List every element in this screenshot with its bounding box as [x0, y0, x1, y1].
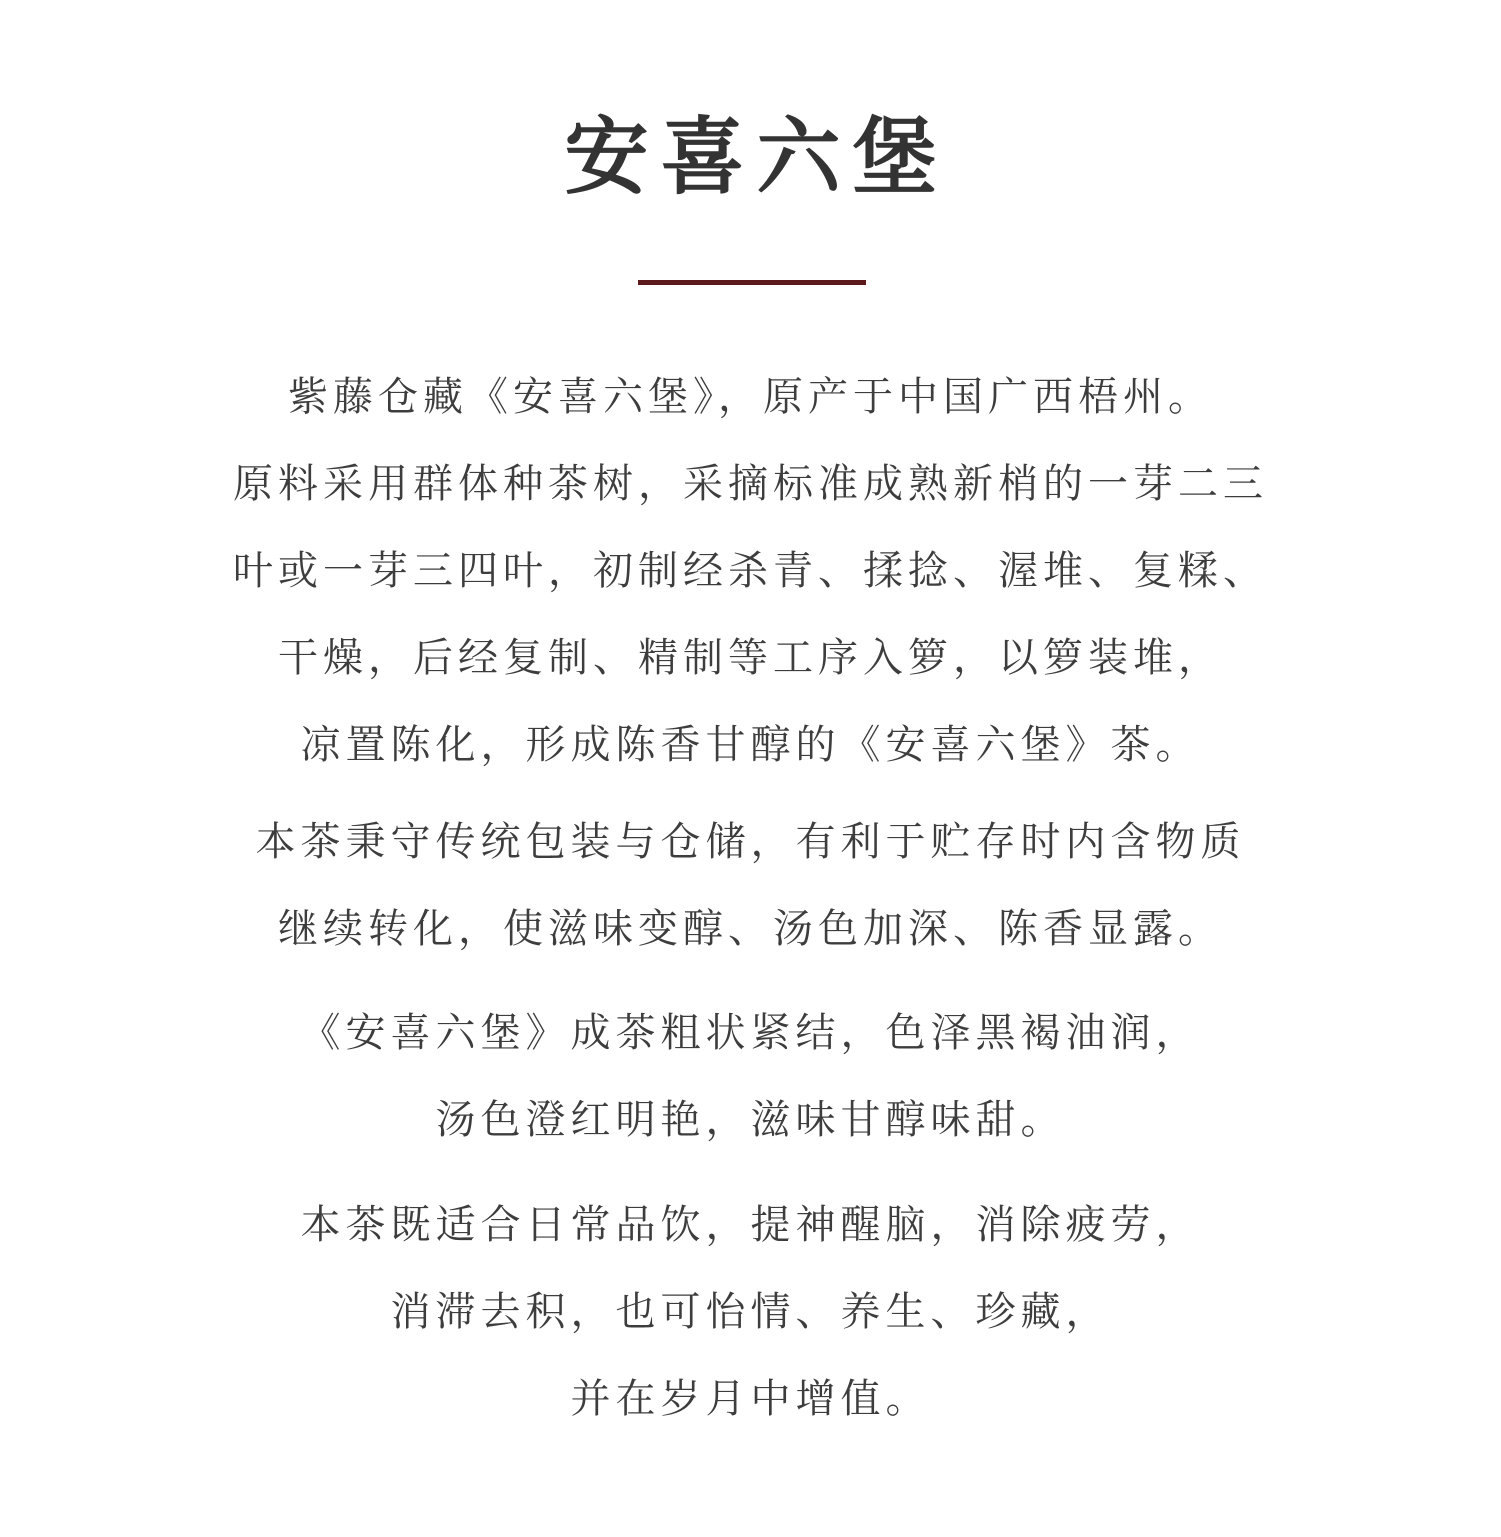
paragraph-storage: [0, 799, 1501, 973]
paragraph-line: 汤色澄红明艳，滋味甘醇味甜。: [435, 1097, 1066, 1143]
paragraph-appearance: [0, 990, 1501, 1164]
paragraph-line: 本茶秉守传统包装与仓储，有利于贮存时内含物质: [255, 819, 1246, 865]
paragraph-line: 本茶既适合日常品饮，提神醒脑，消除疲劳，: [300, 1202, 1201, 1248]
paragraph-line: 《安喜六堡》成茶粗状紧结，色泽黑褐油润，: [300, 1010, 1201, 1056]
title-divider: [638, 280, 866, 285]
paragraph-line: 并在岁月中增值。: [570, 1376, 931, 1422]
paragraph-line: 原料采用群体种茶树，采摘标准成熟新梢的一芽二三: [233, 461, 1268, 507]
paragraph-benefits: [0, 1182, 1501, 1443]
paragraph-line: 继续转化，使滋味变醇、汤色加深、陈香显露。: [278, 906, 1223, 952]
paragraph-origin: [0, 354, 1501, 789]
paragraph-line: 凉置陈化，形成陈香甘醇的《安喜六堡》茶。: [300, 722, 1201, 768]
paragraph-line: 紫藤仓藏《安喜六堡》，原产于中国广西梧州。: [288, 374, 1213, 420]
paragraph-line: 干燥，后经复制、精制等工序入箩，以箩装堆，: [278, 635, 1223, 681]
page-title: 安喜六堡: [564, 108, 949, 206]
paragraph-line: 消滞去积，也可怡情、养生、珍藏，: [390, 1289, 1111, 1335]
paragraph-line: 叶或一芽三四叶，初制经杀青、揉捻、渥堆、复糅、: [233, 548, 1268, 594]
